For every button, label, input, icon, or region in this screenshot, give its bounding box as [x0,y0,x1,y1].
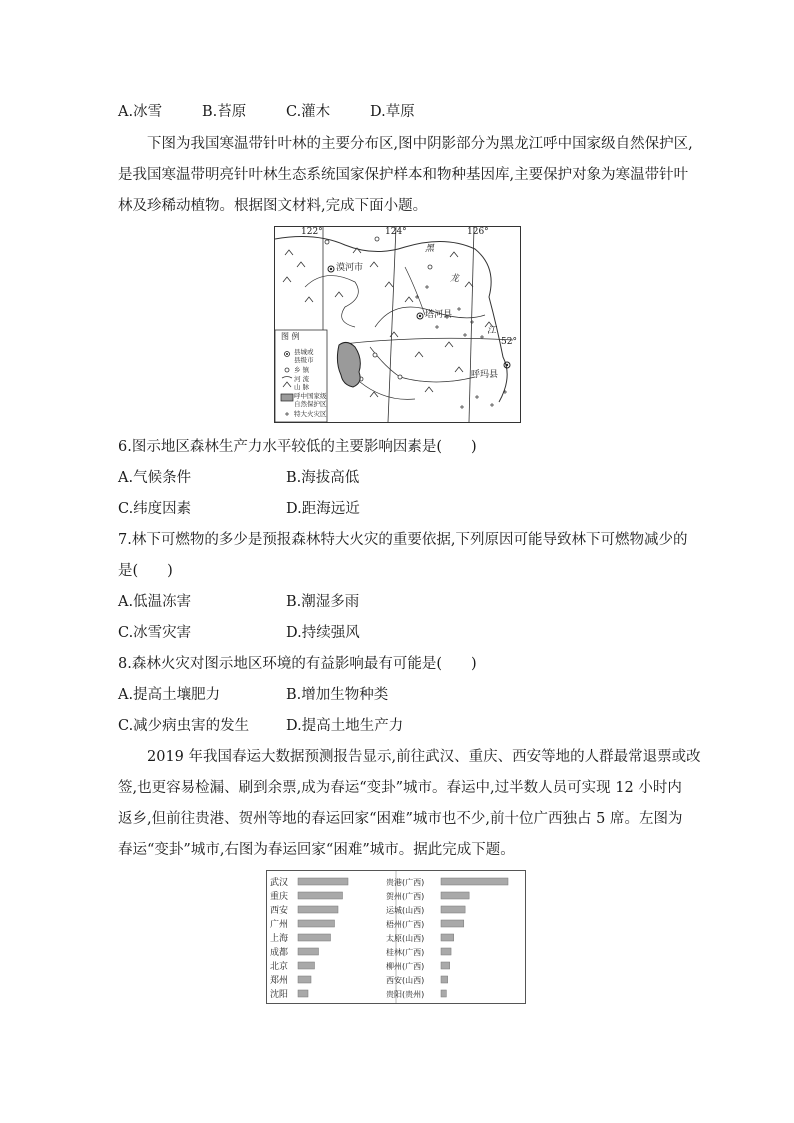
q7-option-a: A.低温冻害 [118,594,192,610]
option-d-top: D.草原 [370,104,415,120]
q6-option-d: D.距海远近 [286,501,360,517]
left-chart-label: 郑州 [270,976,289,986]
left-chart-bar [298,906,338,913]
right-chart-label: 西安(山西) [386,976,425,985]
legend-title: 图 例 [281,332,300,341]
option-b-top: B.苔原 [202,104,247,120]
q7-option-c: C.冰雪灾害 [118,625,192,641]
right-chart-label: 梧州(广西) [386,920,425,929]
left-chart-bar [298,878,348,885]
right-chart-label: 桂林(广西) [386,948,425,957]
lon-label-126: 126° [467,227,489,237]
left-chart-bar [298,934,331,941]
legend-township: 乡 镇 [294,366,310,374]
left-chart-bar [298,892,343,899]
q7-option-b: B.潮湿多雨 [286,594,360,610]
left-chart-label: 上海 [270,934,289,944]
intro1-line-2: 是我国寒温带明亮针叶林生态系统国家保护样本和物种基因库,主要保护对象为寒温带针叶 [118,167,689,183]
left-chart-label: 成都 [270,948,289,958]
legend-fire: 特大火灾区 [294,410,327,418]
lon-label-122: 122° [301,227,323,237]
right-chart-bar [441,962,450,969]
right-chart-bar [441,976,448,983]
right-chart-bar [441,920,464,927]
spring-travel-charts [266,870,526,1004]
left-chart-label: 北京 [270,962,289,972]
legend-mountain: 山 脉 [294,383,310,391]
intro1-line-3: 林及珍稀动植物。根据图文材料,完成下面小题。 [118,198,428,214]
left-chart-label: 重庆 [270,892,289,902]
legend-county-2: 县级市 [294,356,314,364]
intro2-line-1: 2019 年我国春运大数据预测报告显示,前往武汉、重庆、西安等地的人群最常退票或改 [147,749,701,765]
q8-option-d: D.提高土地生产力 [286,718,404,734]
river-label-3: 江 [487,326,497,336]
right-chart-label: 贵港(广西) [386,878,425,887]
q7-stem-2: 是( ) [118,563,173,579]
q7-option-d: D.持续强风 [286,625,360,641]
intro1-line-1: 下图为我国寒温带针叶林的主要分布区,图中阴影部分为黑龙江呼中国家级自然保护区, [147,136,693,152]
place-huma: 呼玛县 [471,370,499,380]
left-chart-label: 西安 [270,906,289,916]
q6-option-c: C.纬度因素 [118,501,192,517]
right-chart-label: 贺州(广西) [386,892,425,901]
place-tahe: 塔河县 [425,310,453,320]
q8-option-c: C.减少病虫害的发生 [118,718,250,734]
forest-map [274,226,521,423]
q8-stem: 8.森林火灾对图示地区环境的有益影响最有可能是( ) [118,656,477,672]
place-mohe: 漠河市 [336,263,364,273]
right-chart-label: 运城(山西) [386,906,425,915]
lat-label-52: 52° [501,337,517,347]
right-chart-bar [441,878,508,885]
river-label-1: 黑 [425,244,435,254]
intro2-line-4: 春运“变卦”城市,右图为春运回家“困难”城市。据此完成下题。 [118,842,515,858]
q8-option-b: B.增加生物种类 [286,687,389,703]
intro2-line-2: 签,也更容易检漏、刷到余票,成为春运“变卦”城市。春运中,过半数人员可实现 12 小时内 [118,780,682,796]
right-chart-bar [441,906,465,913]
right-chart-label: 贵阳(贵州) [386,990,425,999]
left-chart-bar [298,976,311,983]
left-chart-bar [298,990,308,997]
right-chart-bar [441,990,446,997]
map-legend [275,330,327,422]
left-chart-bar [298,962,315,969]
q6-stem: 6.图示地区森林生产力水平较低的主要影响因素是( ) [118,439,477,455]
right-chart-label: 柳州(广西) [386,962,425,971]
intro2-line-3: 返乡,但前往贵港、贺州等地的春运回家“困难”城市也不少,前十位广西独占 5 席。左图为 [118,811,683,827]
right-chart-bar [441,934,454,941]
left-chart-label: 广州 [270,920,289,930]
lon-label-124: 124° [385,227,407,237]
right-chart-bar [441,948,451,955]
legend-reserve-2: 自然保护区 [294,400,327,408]
left-chart-label: 武汉 [270,878,289,888]
q6-option-b: B.海拔高低 [286,470,360,486]
q6-option-a: A.气候条件 [118,470,192,486]
legend-county-1: 县城或 [294,348,314,356]
option-a-top: A.冰雪 [118,104,163,120]
river-label-2: 龙 [450,274,460,284]
right-chart-label: 太原(山西) [386,934,425,943]
left-chart-label: 沈阳 [270,990,289,1000]
right-chart-bar [441,892,469,899]
option-c-top: C.灌木 [286,104,331,120]
left-chart-bar [298,948,319,955]
legend-river: 河 流 [294,375,310,383]
left-chart-bar [298,920,335,927]
q7-stem-1: 7.林下可燃物的多少是预报森林特大火灾的重要依据,下列原因可能导致林下可燃物减少的 [118,532,688,548]
q8-option-a: A.提高土壤肥力 [118,687,221,703]
legend-reserve-1: 呼中国家级 [294,392,327,400]
